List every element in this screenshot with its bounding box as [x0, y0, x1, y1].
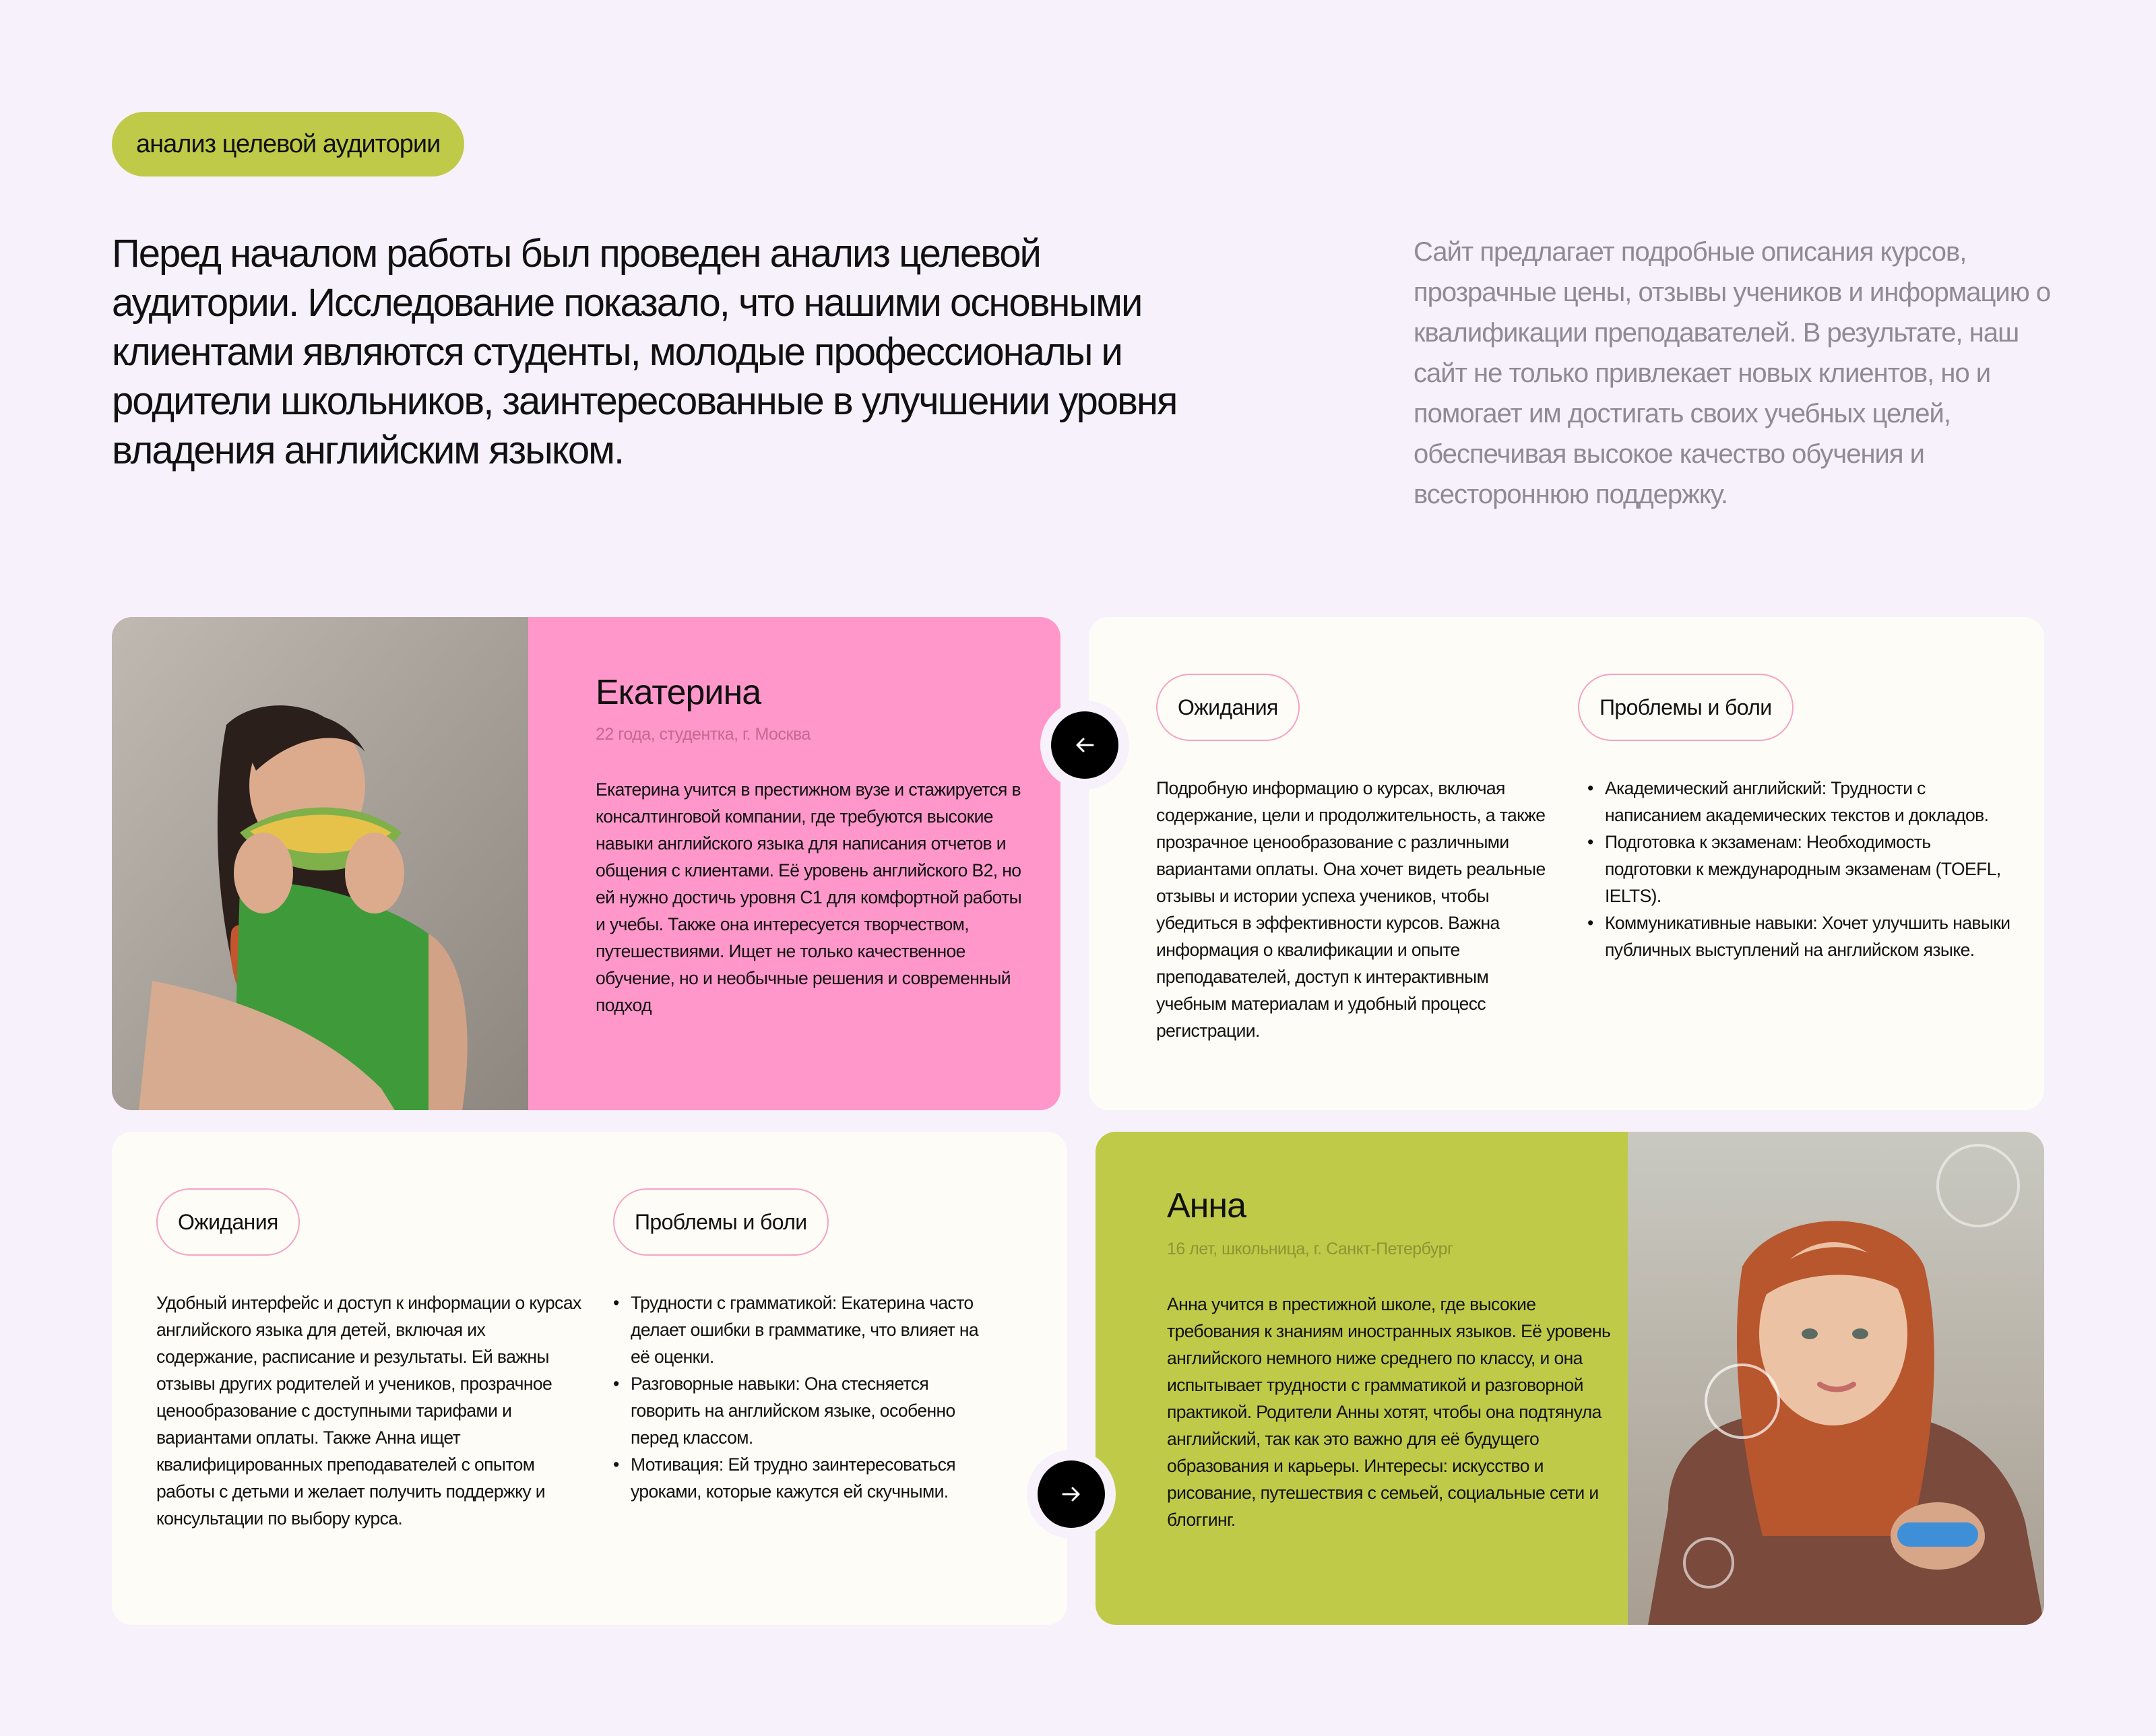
list-item: • Подготовка к экзаменам: Необходимость подготовки к международным экзаменам (TOEFL, IELTS). [1587, 829, 2019, 909]
list-item: • Академический английский: Трудности с написанием академических текстов и докладов. [1587, 775, 2019, 829]
expectations-text: Подробную информацию о курсах, включая содержание, цели и продолжительность, а также прозрачное ценообразование с различными вариантами оплаты. Она хочет видеть реальные отзывы и истории успеха учеников, чтобы убедиться в эффективности курсов. Важна информация о квалификации и опыте преподавателей, доступ к интерактивным учебным материалам и удобный процесс регистрации. [1156, 778, 1546, 1041]
persona-photo-ekaterina [112, 617, 528, 1110]
list-item: • Трудности с грамматикой: Екатерина часто делает ошибки в грамматике, что влияет на её оценки. [613, 1289, 990, 1370]
aside-text: Сайт предлагает подробные описания курсов, прозрачные цены, отзывы учеников и информацию о квалификации преподавателей. В результате, наш сайт не только привлекает новых клиентов, но и помогает им достигать своих учебных целей, обеспечивая высокое качество обучения и всестороннюю поддержку. [1414, 237, 2051, 509]
section-tag: анализ целевой аудитории [112, 112, 464, 176]
list-item: • Коммуникативные навыки: Хочет улучшить навыки публичных выступлений на английском языке. [1587, 909, 2019, 963]
persona-name: Екатерина [596, 673, 761, 712]
persona-meta: 22 года, студентка, г. Москва [596, 725, 811, 744]
problems-pill: Проблемы и боли [613, 1188, 829, 1256]
prev-button[interactable] [1040, 701, 1129, 790]
problems-list [1587, 775, 2019, 963]
arrow-right-icon [1038, 1460, 1105, 1528]
needs-card-ekaterina [1089, 617, 2044, 1110]
needs-card-anna [112, 1132, 1067, 1625]
persona-description: Анна учится в престижной школе, где высокие требования к знаниям иностранных языков. Её уровень английского немного ниже среднего по классу, и она испытывает трудности с грамматикой и разговорной практикой. Родители Анны хотят, чтобы она подтянула английский, так как это важно для её будущего образования и карьеры. Интересы: искусство и рисование, путешествия с семьей, социальные сети и блоггинг. [1167, 1294, 1611, 1530]
intro-text: Перед началом работы был проведен анализ целевой аудитории. Исследование показало, что нашими основными клиентами являются студенты, молодые профессионалы и родители школьников, заинтересованные в улучшении уровня владения английским языком. [112, 232, 1177, 472]
list-item: • Мотивация: Ей трудно заинтересоваться уроками, которые кажутся ей скучными. [613, 1451, 990, 1505]
problems-pill: Проблемы и боли [1578, 674, 1794, 741]
next-button[interactable] [1027, 1450, 1116, 1539]
expectations-pill: Ожидания [156, 1188, 300, 1256]
list-item: • Разговорные навыки: Она стесняется говорить на английском языке, особенно перед классом. [613, 1370, 990, 1451]
persona-card-anna [1096, 1132, 2044, 1625]
persona-card-ekaterina [112, 617, 1060, 1110]
persona-name: Анна [1167, 1186, 1246, 1225]
persona-description: Екатерина учится в престижном вузе и стажируется в консалтинговой компании, где требуются высокие навыки английского языка для написания отчетов и общения с клиентами. Её уровень английского B2, но ей нужно достичь уровня C1 для комфортной работы и учебы. Также она интересуется творчеством, путешествиями. Ищет не только качественное обучение, но и необычные решения и современный подход [596, 779, 1022, 1015]
problems-list [613, 1289, 990, 1505]
arrow-left-icon [1051, 711, 1118, 779]
expectations-pill: Ожидания [1156, 674, 1300, 741]
expectations-text: Удобный интерфейс и доступ к информации о курсах английского языка для детей, включая их содержание, расписание и результаты. Ей важны отзывы других родителей и учеников, прозрачное ценообразование с доступными тарифами и вариантами оплаты. Также Анна ищет квалифицированных преподавателей с опытом работы с детьми и желает получить поддержку и консультации по выбору курса. [156, 1293, 581, 1529]
persona-photo-anna [1628, 1132, 2044, 1625]
persona-meta: 16 лет, школьница, г. Санкт-Петербург [1167, 1240, 1453, 1258]
